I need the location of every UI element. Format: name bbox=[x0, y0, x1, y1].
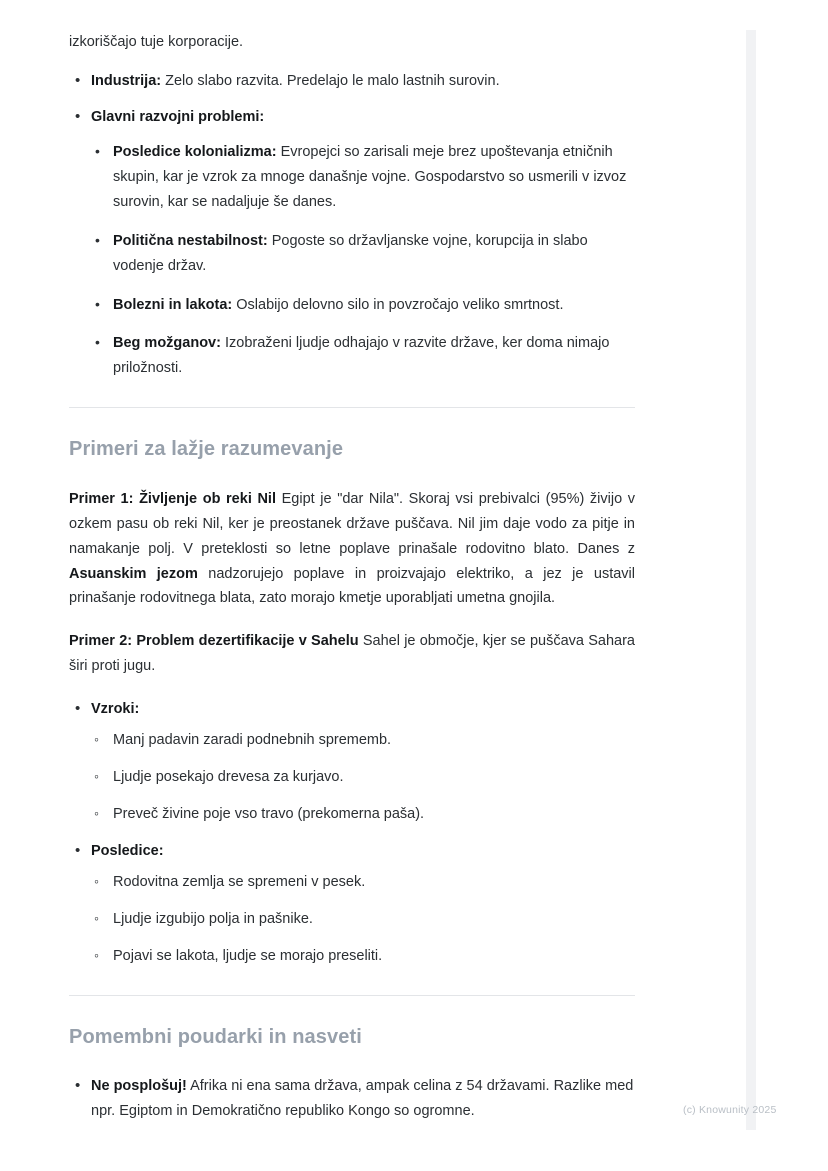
highlight-lead: Ne posplošuj! bbox=[91, 1078, 187, 1095]
bullet-lead: Glavni razvojni problemi: bbox=[91, 108, 265, 125]
list-item: ◦ Pojavi se lakota, ljudje se morajo preseliti. bbox=[91, 944, 635, 969]
continued-paragraph: izkoriščajo tuje korporacije. bbox=[69, 34, 244, 50]
list-item bbox=[69, 697, 635, 827]
document-content bbox=[69, 30, 635, 1124]
list-item bbox=[91, 331, 635, 381]
list-item bbox=[91, 293, 635, 318]
bullet-text: Izobraženi ljudje odhajajo v razvite države, ker doma nimajo priložnosti. bbox=[113, 335, 610, 377]
list-item bbox=[69, 1074, 635, 1124]
example-2-paragraph bbox=[69, 629, 635, 679]
list-item: ◦ Preveč živine poje vso travo (prekomerna paša). bbox=[91, 802, 635, 827]
highlights-list bbox=[69, 1074, 635, 1124]
causes-sublist bbox=[91, 728, 635, 827]
causes-list bbox=[69, 697, 635, 969]
bullet-lead: Bolezni in lakota: bbox=[113, 296, 233, 313]
consequences-lead: Posledice: bbox=[91, 843, 164, 860]
list-item: ◦ Ljudje posekajo drevesa za kurjavo. bbox=[91, 765, 635, 790]
example-2-lead: Primer 2: Problem dezertifikacije v Sahelu bbox=[69, 633, 359, 650]
example-1-text-part-2: nadzorujejo poplave in proizvajajo elektriko, a jez je ustavil prinašanje rodovitnega blata, zato morajo kmetje uporabljati umetna gnojila. bbox=[69, 565, 635, 607]
causes-lead: Vzroki: bbox=[91, 701, 140, 718]
scrollbar-track[interactable] bbox=[746, 30, 756, 1130]
list-item: ◦ Ljudje izgubijo polja in pašnike. bbox=[91, 907, 635, 932]
example-1-text-part-1: Egipt je "dar Nila". Skoraj vsi prebivalci (95%) živijo v ozkem pasu ob reki Nil, ker je preostanek države puščava. Nil jim daje vodo za pitje in namakanje polj. V preteklosti so letne poplave prinašale rodovitno blato. Danes z bbox=[69, 490, 636, 557]
highlight-text: Afrika ni ena sama država, ampak celina z 54 državami. Razlike med npr. Egiptom in Demokratično republiko Kongo so ogromne. bbox=[91, 1078, 634, 1120]
consequences-sublist bbox=[91, 870, 635, 969]
bullet-lead: Posledice kolonializma: bbox=[113, 143, 277, 160]
list-item bbox=[69, 105, 635, 381]
section-heading-highlights: Pomembni poudarki in nasveti bbox=[69, 1025, 362, 1048]
list-item: ◦ Manj padavin zaradi podnebnih sprememb. bbox=[91, 728, 635, 753]
bullet-text: Oslabijo delovno silo in povzročajo veliko smrtnost. bbox=[232, 296, 564, 313]
example-1-lead: Primer 1: Življenje ob reki Nil bbox=[69, 490, 276, 507]
bullet-lead: Beg možganov: bbox=[113, 335, 221, 352]
example-1-paragraph bbox=[69, 487, 635, 612]
list-item bbox=[91, 229, 635, 279]
bullet-lead: Industrija: bbox=[91, 72, 162, 89]
example-1-bold-term: Asuanskim jezom bbox=[69, 565, 198, 582]
top-bullet-list bbox=[69, 69, 635, 381]
list-item bbox=[69, 839, 635, 969]
bullet-text: Evropejci so zarisali meje brez upoštevanja etničnih skupin, kar je vzrok za mnoge današnje vojne. Gospodarstvo so usmerili v izvoz surovin, kar se nadaljuje še danes. bbox=[113, 143, 627, 210]
nested-bullet-list bbox=[91, 140, 635, 382]
footer-copyright: (c) Knowunity 2025 bbox=[683, 1104, 777, 1116]
section-divider bbox=[69, 407, 635, 408]
list-item bbox=[69, 69, 635, 94]
bullet-text: Zelo slabo razvita. Predelajo le malo lastnih surovin. bbox=[161, 72, 500, 89]
bullet-lead: Politična nestabilnost: bbox=[113, 232, 268, 249]
bullet-text: Pogoste so državljanske vojne, korupcija in slabo vodenje držav. bbox=[113, 232, 588, 274]
list-item: ◦ Rodovitna zemlja se spremeni v pesek. bbox=[91, 870, 635, 895]
list-item bbox=[91, 140, 635, 215]
example-2-text: Sahel je območje, kjer se puščava Sahara širi proti jugu. bbox=[69, 633, 635, 675]
section-heading-examples: Primeri za lažje razumevanje bbox=[69, 438, 344, 461]
section-divider bbox=[69, 995, 635, 996]
